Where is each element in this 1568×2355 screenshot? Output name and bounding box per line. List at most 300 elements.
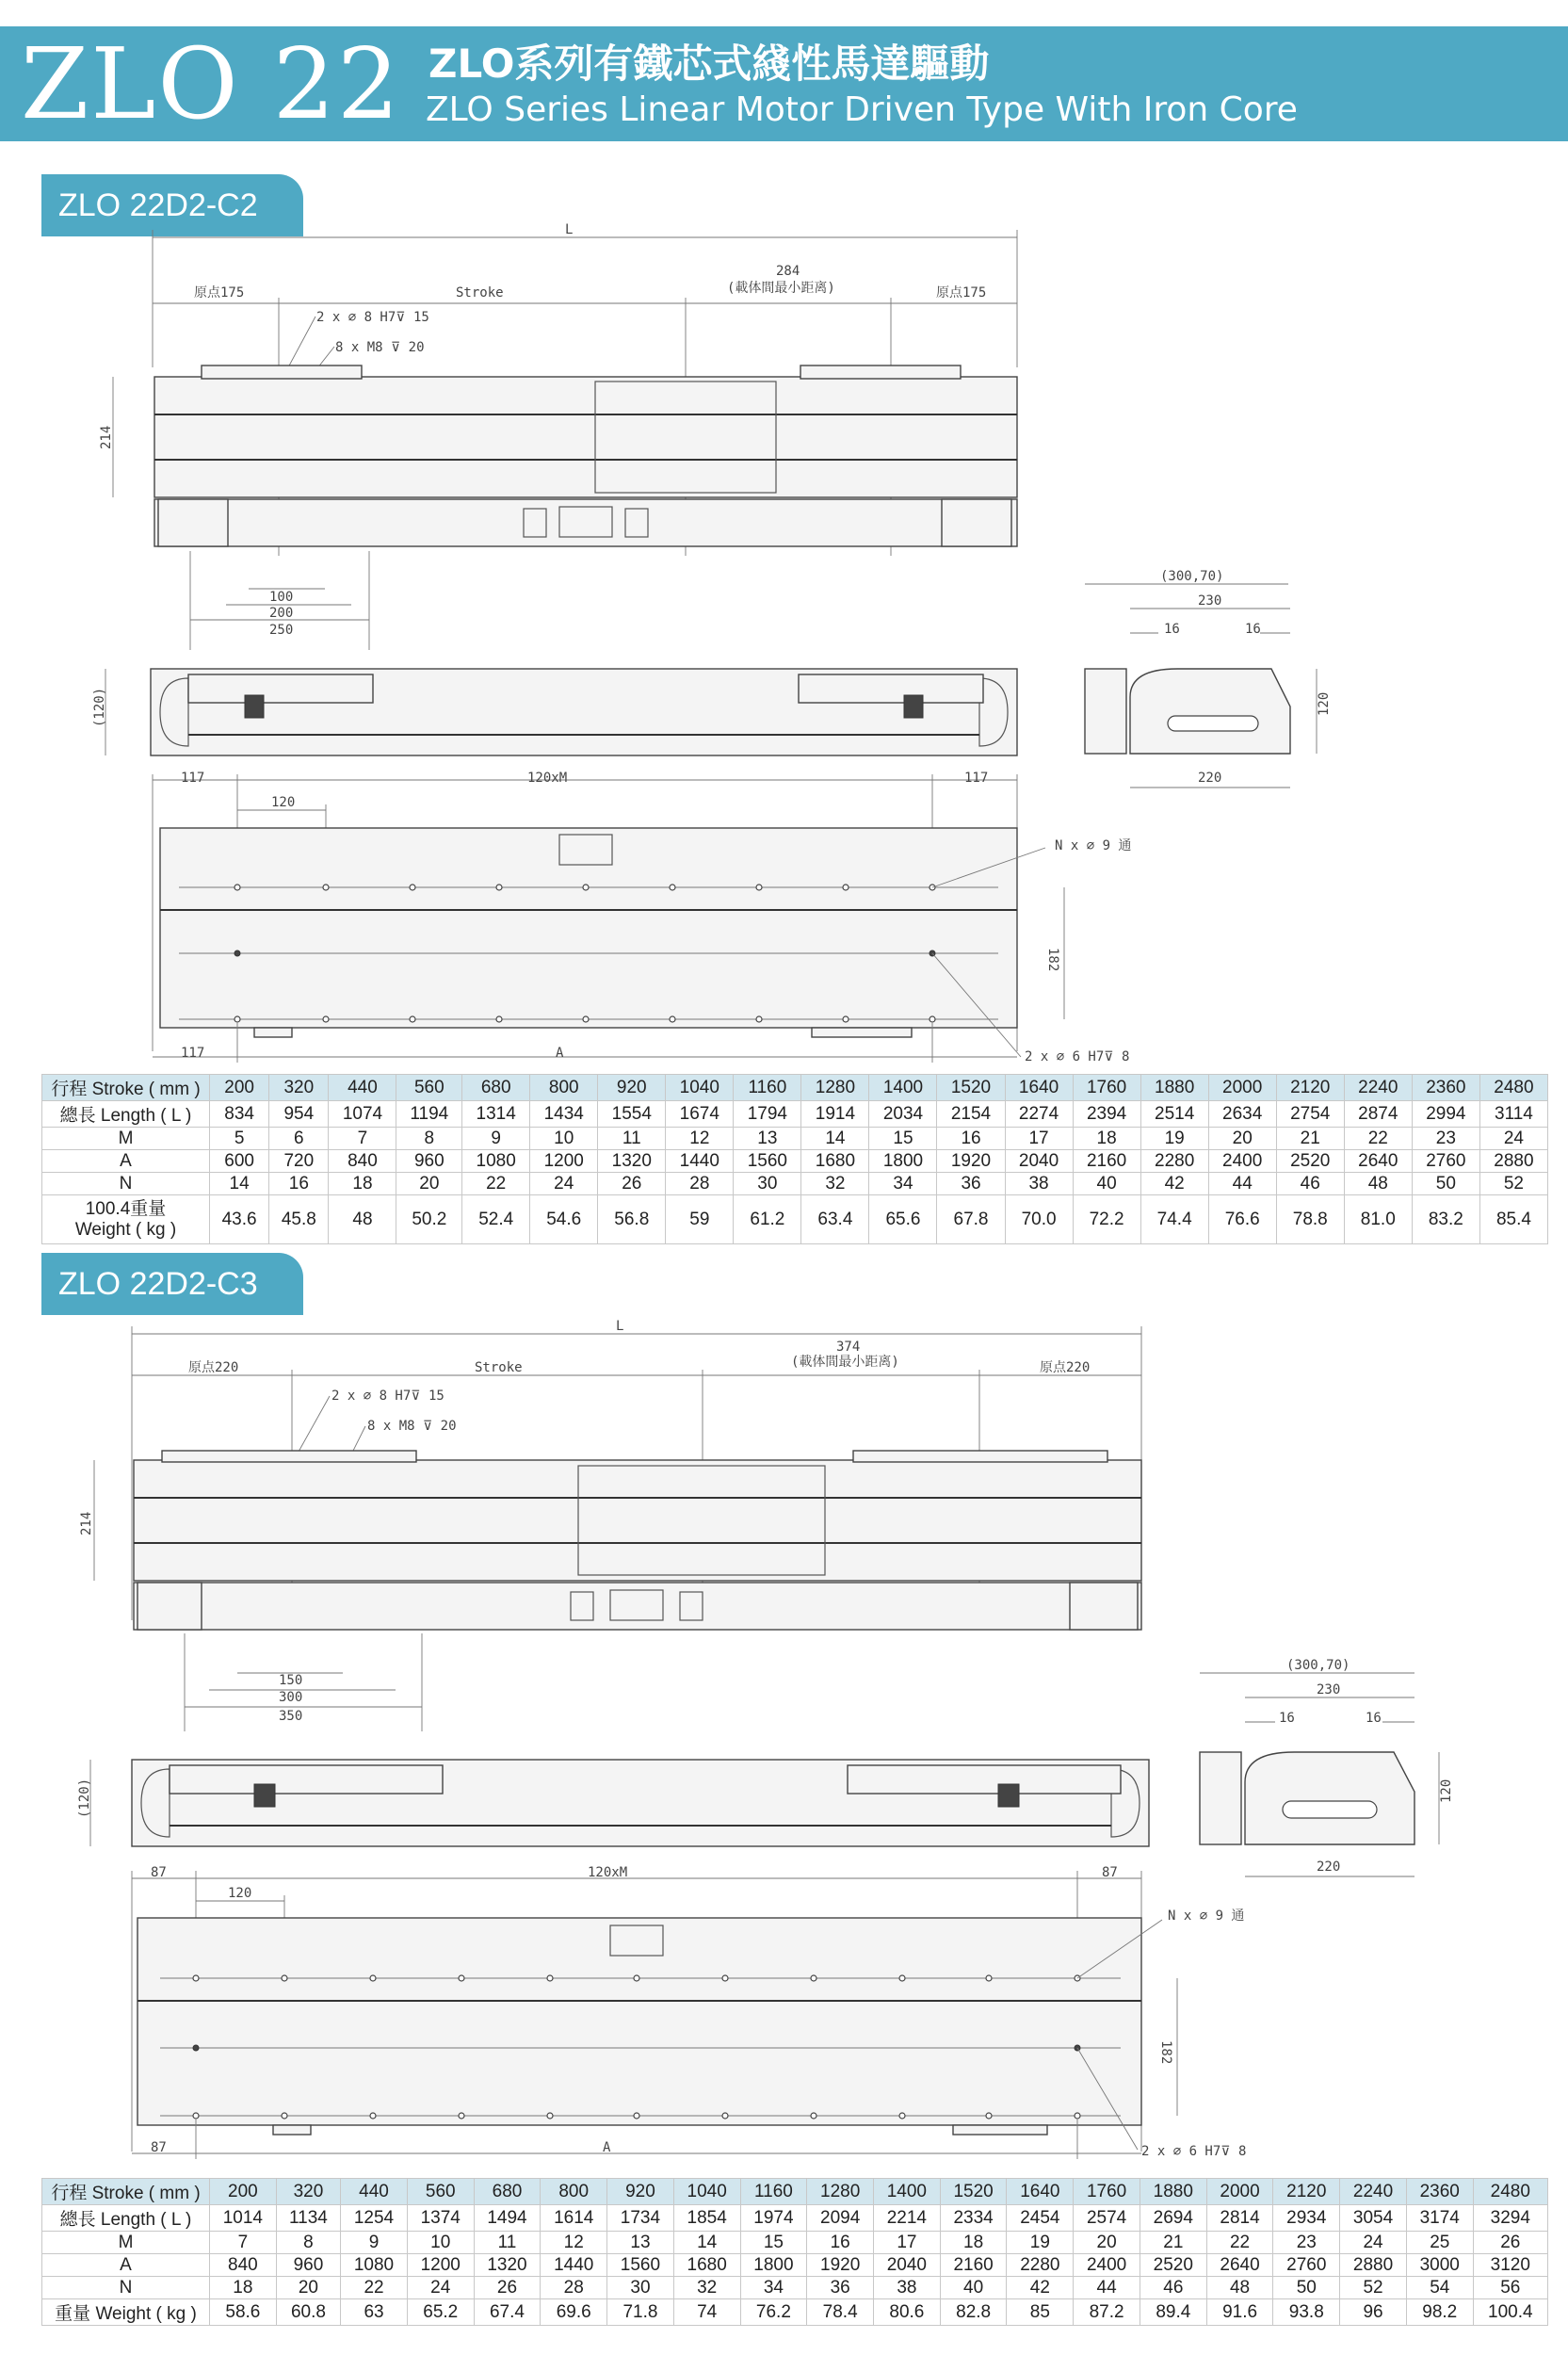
s2-stroke-label: Stroke [475,1360,523,1375]
cell: 69.6 [541,2299,607,2326]
section1-bottom-view [0,769,1224,1075]
table-row [42,1195,1548,1244]
cell: 71.8 [607,2299,674,2326]
cell: 78.4 [807,2299,874,2326]
cell: 1920 [807,2254,874,2277]
cell: 1160 [740,2179,807,2205]
cell: 18 [1073,1128,1140,1150]
cell: 2154 [937,1101,1005,1128]
section1-top-view [0,217,1036,638]
cell: 67.4 [474,2299,541,2326]
cell: 82.8 [940,2299,1007,2326]
cell: 1800 [740,2254,807,2277]
row-label: 總長 Length ( L ) [42,1101,210,1128]
cell: 43.6 [210,1195,269,1244]
cell: 834 [210,1101,269,1128]
cell: 2000 [1208,1075,1276,1101]
cell: 15 [740,2232,807,2254]
cell: 26 [598,1173,666,1195]
cell: 2360 [1406,2179,1473,2205]
cell: 3114 [1479,1101,1547,1128]
cell: 440 [341,2179,408,2205]
s2-e87b: 87 [1102,1865,1118,1880]
s1-pin-note: 2 x ∅ 8 H7⊽ 15 [316,310,429,325]
cell: 26 [1473,2232,1547,2254]
cell: 2394 [1073,1101,1140,1128]
row-label: 行程 Stroke ( mm ) [42,1075,210,1101]
cell: 60.8 [276,2299,340,2326]
cell: 6 [269,1128,329,1150]
cell: 54.6 [530,1195,598,1244]
cell: 85.4 [1479,1195,1547,1244]
cell: 1134 [276,2205,340,2232]
s1-pin-note2: 2 x ∅ 6 H7⊽ 8 [1025,1049,1130,1064]
s1-sv-230: 230 [1198,593,1222,609]
cell: 1374 [407,2205,474,2232]
cell: 1434 [530,1101,598,1128]
cell: 1760 [1073,1075,1140,1101]
title-english: ZLO Series Linear Motor Driven Type With Iron Core [426,90,1298,129]
cell: 24 [407,2277,474,2299]
cell: 45.8 [269,1195,329,1244]
cell: 1200 [407,2254,474,2277]
cell: 30 [734,1173,801,1195]
cell: 2760 [1273,2254,1340,2277]
cell: 2640 [1206,2254,1273,2277]
s1-214: 214 [99,425,114,449]
cell: 1074 [329,1101,396,1128]
row-label: M [42,2232,210,2254]
cell: 2400 [1074,2254,1140,2277]
cell: 28 [666,1173,734,1195]
cell: 22 [341,2277,408,2299]
table-row [42,1075,1548,1101]
cell: 18 [210,2277,277,2299]
cell: 65.6 [869,1195,937,1244]
s2-120xM: 120xM [588,1865,628,1880]
s2-hole-note: N x ∅ 9 通 [1168,1908,1245,1924]
cell: 2274 [1005,1101,1073,1128]
cell: 1760 [1074,2179,1140,2205]
cell: 34 [740,2277,807,2299]
cell: 44 [1074,2277,1140,2299]
s2-A: A [603,2140,611,2155]
cell: 93.8 [1273,2299,1340,2326]
cell: 32 [673,2277,740,2299]
s1-L-label: L [565,222,574,237]
section2-side-view [57,1741,1168,1873]
section1-tab: ZLO 22D2-C2 [41,174,303,236]
cell: 3174 [1406,2205,1473,2232]
cell: 14 [210,1173,269,1195]
cell: 800 [541,2179,607,2205]
cell: 1880 [1140,1075,1208,1101]
model-title: ZLO 22 [21,26,401,141]
cell: 76.6 [1208,1195,1276,1244]
section2-spec-table [41,2178,1548,2326]
cell: 44 [1208,1173,1276,1195]
cell: 63 [341,2299,408,2326]
cell: 720 [269,1150,329,1173]
cell: 98.2 [1406,2299,1473,2326]
cell: 42 [1007,2277,1074,2299]
cell: 1080 [341,2254,408,2277]
cell: 2454 [1007,2205,1074,2232]
cell: 18 [940,2232,1007,2254]
s2-sv-230: 230 [1317,1682,1341,1697]
cell: 2934 [1273,2205,1340,2232]
cell: 560 [396,1075,462,1101]
row-label [42,1195,210,1244]
cell: 3054 [1340,2205,1407,2232]
cell: 1680 [801,1150,869,1173]
cell: 560 [407,2179,474,2205]
cell: 16 [807,2232,874,2254]
cell: 22 [1344,1128,1412,1150]
cell: 2874 [1344,1101,1412,1128]
cell: 840 [210,2254,277,2277]
s2-sv-30070: (300,70) [1286,1658,1350,1673]
cell: 2280 [1140,1150,1208,1173]
cell: 23 [1412,1128,1479,1150]
cell: 2000 [1206,2179,1273,2205]
row-label: 總長 Length ( L ) [42,2205,210,2232]
cell: 2214 [874,2205,941,2232]
cell: 1560 [734,1150,801,1173]
cell: 2120 [1273,2179,1340,2205]
s1-sv-16b: 16 [1245,622,1261,637]
cell: 20 [1074,2232,1140,2254]
cell: 1974 [740,2205,807,2232]
cell: 2280 [1007,2254,1074,2277]
cell: 320 [276,2179,340,2205]
cell: 52.4 [462,1195,530,1244]
cell: 1440 [541,2254,607,2277]
cell: 1080 [462,1150,530,1173]
cell: 1320 [474,2254,541,2277]
s2-p120: 120 [228,1886,252,1901]
s2-214: 214 [79,1511,94,1535]
cell: 52 [1340,2277,1407,2299]
cell: 2814 [1206,2205,1273,2232]
table-row [42,2205,1548,2232]
cell: 680 [474,2179,541,2205]
cell: 920 [607,2179,674,2205]
cell: 2520 [1140,2254,1206,2277]
cell: 46 [1276,1173,1344,1195]
cell: 18 [329,1173,396,1195]
cell: 2694 [1140,2205,1206,2232]
s1-sv-30070: (300,70) [1160,569,1224,584]
s1-sv-220: 220 [1198,771,1222,786]
cell: 2574 [1074,2205,1140,2232]
cell: 1920 [937,1150,1005,1173]
s1-h182: 182 [1045,948,1060,972]
cell: 1640 [1005,1075,1073,1101]
cell: 1520 [940,2179,1007,2205]
cell: 1494 [474,2205,541,2232]
cell: 1280 [807,2179,874,2205]
cell: 600 [210,1150,269,1173]
cell: 54 [1406,2277,1473,2299]
cell: 2880 [1479,1150,1547,1173]
cell: 13 [607,2232,674,2254]
table-row [42,2179,1548,2205]
s2-sv-16b: 16 [1366,1711,1382,1726]
cell: 800 [530,1075,598,1101]
cell: 50.2 [396,1195,462,1244]
cell: 2640 [1344,1150,1412,1173]
cell: 320 [269,1075,329,1101]
cell: 25 [1406,2232,1473,2254]
s2-h120: (120) [77,1778,92,1818]
s1-sv-120: 120 [1317,691,1332,716]
cell: 1560 [607,2254,674,2277]
s2-e87a: 87 [151,1865,167,1880]
cell: 17 [874,2232,941,2254]
cell: 96 [1340,2299,1407,2326]
s1-e117a: 117 [181,771,205,786]
s1-sv-16a: 16 [1164,622,1180,637]
cell: 17 [1005,1128,1073,1150]
cell: 7 [329,1128,396,1150]
s2-d300: 300 [279,1690,303,1705]
cell: 10 [407,2232,474,2254]
weight-label-line2: Weight ( kg ) [74,1219,177,1240]
cell: 40 [940,2277,1007,2299]
cell: 3120 [1473,2254,1547,2277]
section1-spec-table [41,1074,1548,1244]
s2-origin-left: 原点220 [188,1360,239,1375]
cell: 2994 [1412,1101,1479,1128]
cell: 10 [530,1128,598,1150]
cell: 13 [734,1128,801,1150]
cell: 1280 [801,1075,869,1101]
cell: 74.4 [1140,1195,1208,1244]
cell: 2040 [1005,1150,1073,1173]
cell: 440 [329,1075,396,1101]
cell: 2360 [1412,1075,1479,1101]
cell: 2034 [869,1101,937,1128]
s2-origin-right: 原点220 [1040,1360,1091,1375]
row-label: 行程 Stroke ( mm ) [42,2179,210,2205]
s1-tap-note: 8 x M8 ⊽ 20 [335,340,425,355]
s1-e117b: 117 [964,771,989,786]
cell: 9 [341,2232,408,2254]
cell: 2514 [1140,1101,1208,1128]
cell: 12 [541,2232,607,2254]
cell: 38 [1005,1173,1073,1195]
section1-end-view [1074,565,1356,801]
s2-sv-16a: 16 [1279,1711,1295,1726]
cell: 2754 [1276,1101,1344,1128]
cell: 30 [607,2277,674,2299]
cell: 2240 [1344,1075,1412,1101]
cell: 36 [807,2277,874,2299]
cell: 20 [1208,1128,1276,1150]
cell: 36 [937,1173,1005,1195]
s1-d250: 250 [269,623,294,638]
cell: 840 [329,1150,396,1173]
cell: 2760 [1412,1150,1479,1173]
cell: 1040 [666,1075,734,1101]
cell: 1674 [666,1101,734,1128]
cell: 23 [1273,2232,1340,2254]
cell: 83.2 [1412,1195,1479,1244]
cell: 20 [396,1173,462,1195]
row-label: N [42,1173,210,1195]
cell: 2160 [940,2254,1007,2277]
cell: 42 [1140,1173,1208,1195]
cell: 1200 [530,1150,598,1173]
cell: 61.2 [734,1195,801,1244]
s1-origin-left: 原点175 [194,285,245,300]
table-row [42,2254,1548,2277]
cell: 1854 [673,2205,740,2232]
table-row [42,2277,1548,2299]
cell: 1014 [210,2205,277,2232]
cell: 16 [937,1128,1005,1150]
section1-side-view [85,650,1026,782]
cell: 56 [1473,2277,1547,2299]
cell: 40 [1073,1173,1140,1195]
cell: 19 [1140,1128,1208,1150]
row-label: 重量 Weight ( kg ) [42,2299,210,2326]
cell: 11 [598,1128,666,1150]
s2-pin-note: 2 x ∅ 8 H7⊽ 15 [331,1389,445,1404]
cell: 2400 [1208,1150,1276,1173]
cell: 63.4 [801,1195,869,1244]
cell: 1800 [869,1150,937,1173]
row-label: A [42,2254,210,2277]
cell: 1400 [874,2179,941,2205]
cell: 85 [1007,2299,1074,2326]
s2-min-dist-value: 374 [836,1340,861,1355]
title-chinese: ZLO系列有鐵芯式綫性馬達驅動 [428,41,990,87]
s2-sv-220: 220 [1317,1860,1341,1875]
cell: 16 [269,1173,329,1195]
section2-top-view [0,1309,1177,1780]
s2-pin-note2: 2 x ∅ 6 H7⊽ 8 [1141,2144,1247,2159]
cell: 74 [673,2299,740,2326]
cell: 38 [874,2277,941,2299]
cell: 91.6 [1206,2299,1273,2326]
table-row [42,1128,1548,1150]
cell: 1314 [462,1101,530,1128]
row-label: M [42,1128,210,1150]
cell: 1160 [734,1075,801,1101]
cell: 46 [1140,2277,1206,2299]
cell: 56.8 [598,1195,666,1244]
cell: 81.0 [1344,1195,1412,1244]
cell: 48 [329,1195,396,1244]
cell: 200 [210,2179,277,2205]
cell: 1440 [666,1150,734,1173]
cell: 78.8 [1276,1195,1344,1244]
cell: 24 [1479,1128,1547,1150]
cell: 50 [1273,2277,1340,2299]
s2-tap-note: 8 x M8 ⊽ 20 [367,1419,457,1434]
s1-p120: 120 [271,795,296,810]
s1-min-dist-label: (載体間最小距离) [727,281,835,296]
cell: 2634 [1208,1101,1276,1128]
header-band [0,26,1568,141]
s1-hole-note: N x ∅ 9 通 [1055,838,1132,853]
cell: 28 [541,2277,607,2299]
cell: 1254 [341,2205,408,2232]
cell: 19 [1007,2232,1074,2254]
cell: 48 [1206,2277,1273,2299]
cell: 3000 [1406,2254,1473,2277]
s1-min-dist-value: 284 [776,264,800,279]
cell: 48 [1344,1173,1412,1195]
s2-sv-120: 120 [1439,1778,1454,1803]
cell: 1794 [734,1101,801,1128]
cell: 14 [801,1128,869,1150]
cell: 1734 [607,2205,674,2232]
cell: 1640 [1007,2179,1074,2205]
cell: 22 [462,1173,530,1195]
cell: 5 [210,1128,269,1150]
cell: 2880 [1340,2254,1407,2277]
s2-d150: 150 [279,1673,303,1688]
cell: 14 [673,2232,740,2254]
s1-A: A [556,1046,564,1061]
cell: 59 [666,1195,734,1244]
cell: 1400 [869,1075,937,1101]
cell: 76.2 [740,2299,807,2326]
cell: 2480 [1479,1075,1547,1101]
cell: 1554 [598,1101,666,1128]
section2-tab: ZLO 22D2-C3 [41,1253,303,1315]
weight-label-line1: 100.4重量 [85,1198,167,1219]
cell: 15 [869,1128,937,1150]
s1-d200: 200 [269,606,294,621]
cell: 26 [474,2277,541,2299]
cell: 7 [210,2232,277,2254]
cell: 58.6 [210,2299,277,2326]
section2-end-view [1188,1654,1471,1890]
cell: 2160 [1073,1150,1140,1173]
cell: 65.2 [407,2299,474,2326]
cell: 1914 [801,1101,869,1128]
cell: 960 [276,2254,340,2277]
cell: 9 [462,1128,530,1150]
s1-h120: (120) [92,687,107,727]
cell: 200 [210,1075,269,1101]
cell: 52 [1479,1173,1547,1195]
cell: 2334 [940,2205,1007,2232]
cell: 20 [276,2277,340,2299]
s1-e117c: 117 [181,1046,205,1061]
cell: 8 [276,2232,340,2254]
cell: 34 [869,1173,937,1195]
table-row [42,2232,1548,2254]
s1-120xM: 120xM [527,771,568,786]
cell: 89.4 [1140,2299,1206,2326]
cell: 2040 [874,2254,941,2277]
cell: 22 [1206,2232,1273,2254]
cell: 1520 [937,1075,1005,1101]
cell: 72.2 [1073,1195,1140,1244]
s2-e87c: 87 [151,2140,167,2155]
s2-d350: 350 [279,1709,303,1724]
cell: 2520 [1276,1150,1344,1173]
s2-min-dist-label: (載体間最小距离) [791,1355,899,1370]
cell: 3294 [1473,2205,1547,2232]
cell: 87.2 [1074,2299,1140,2326]
s1-origin-right: 原点175 [936,285,987,300]
